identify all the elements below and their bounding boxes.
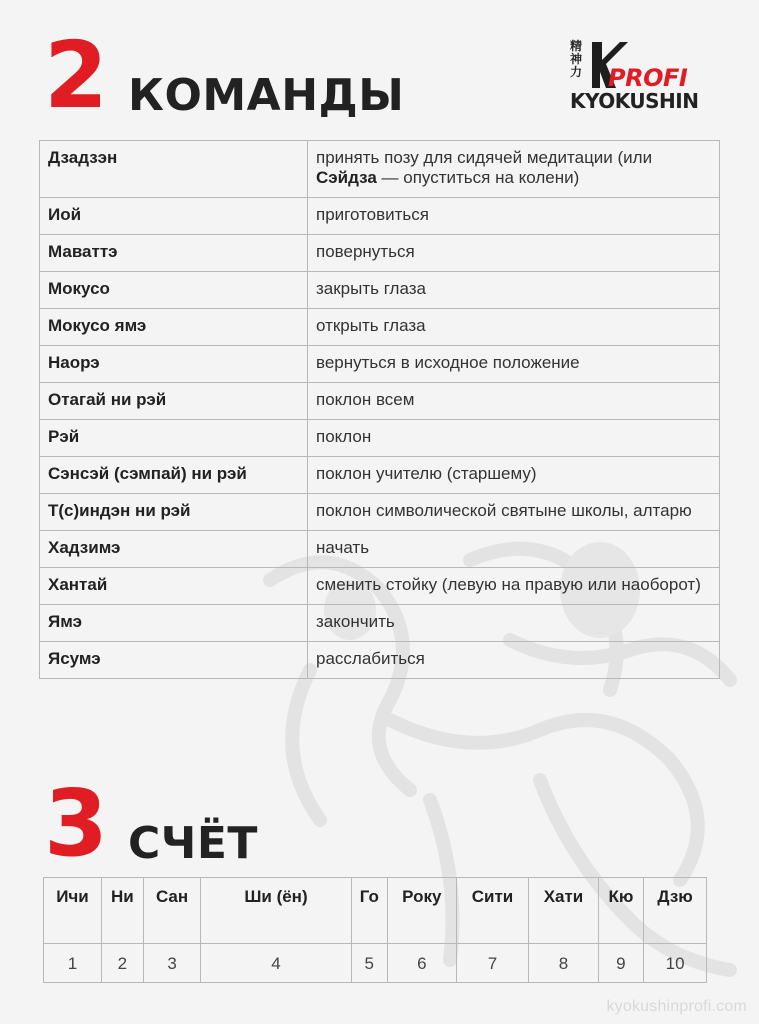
table-row bbox=[40, 494, 720, 531]
count-word: Ичи bbox=[44, 878, 102, 944]
command-term: Сэнсэй (сэмпай) ни рэй bbox=[40, 457, 308, 494]
count-number: 4 bbox=[201, 944, 351, 983]
count-number: 8 bbox=[529, 944, 598, 983]
count-word: Дзю bbox=[644, 878, 707, 944]
table-row bbox=[40, 383, 720, 420]
command-term: Ясумэ bbox=[40, 642, 308, 679]
table-row bbox=[40, 272, 720, 309]
count-word: Хати bbox=[529, 878, 598, 944]
count-number: 3 bbox=[143, 944, 200, 983]
command-meaning: приготовиться bbox=[308, 198, 720, 235]
command-meaning-bold: Сэйдза bbox=[316, 168, 377, 187]
command-term: Отагай ни рэй bbox=[40, 383, 308, 420]
command-meaning: поклон учителю (старшему) bbox=[308, 457, 720, 494]
commands-table bbox=[39, 140, 720, 679]
table-row bbox=[40, 309, 720, 346]
count-numbers-row bbox=[44, 944, 707, 983]
logo-brand-bottom: KYOKUSHIN bbox=[570, 89, 699, 113]
count-word: Ши (ён) bbox=[201, 878, 351, 944]
command-meaning: поклон символической святыне школы, алтарю bbox=[308, 494, 720, 531]
count-word: Кю bbox=[598, 878, 643, 944]
count-number: 7 bbox=[456, 944, 529, 983]
command-meaning: поклон bbox=[308, 420, 720, 457]
count-number: 1 bbox=[44, 944, 102, 983]
command-term: Дзадзэн bbox=[40, 141, 308, 198]
logo-brand-top: PROFI bbox=[608, 64, 688, 92]
table-row bbox=[40, 141, 720, 198]
table-row bbox=[40, 235, 720, 272]
table-row bbox=[40, 198, 720, 235]
section-number: 3 bbox=[44, 770, 107, 877]
count-word: Сити bbox=[456, 878, 529, 944]
command-term: Наорэ bbox=[40, 346, 308, 383]
table-row bbox=[40, 642, 720, 679]
command-meaning: закрыть глаза bbox=[308, 272, 720, 309]
count-words-row bbox=[44, 878, 707, 944]
table-row bbox=[40, 457, 720, 494]
command-meaning: повернуться bbox=[308, 235, 720, 272]
count-number: 9 bbox=[598, 944, 643, 983]
command-meaning: сменить стойку (левую на правую или наоборот) bbox=[308, 568, 720, 605]
command-term: Ямэ bbox=[40, 605, 308, 642]
command-meaning: поклон всем bbox=[308, 383, 720, 420]
count-number: 10 bbox=[644, 944, 707, 983]
command-term: Хадзимэ bbox=[40, 531, 308, 568]
command-meaning: принять позу для сидячей медитации (или Сэйдза — опуститься на колени) bbox=[308, 141, 720, 198]
section-header-count bbox=[44, 770, 258, 877]
count-word: Року bbox=[387, 878, 456, 944]
count-word: Ни bbox=[101, 878, 143, 944]
logo-kanji: 精神力 bbox=[570, 39, 583, 79]
section-number: 2 bbox=[44, 22, 107, 129]
command-term: Хантай bbox=[40, 568, 308, 605]
command-term: Мокусо bbox=[40, 272, 308, 309]
table-row bbox=[40, 568, 720, 605]
table-row bbox=[40, 605, 720, 642]
count-number: 6 bbox=[387, 944, 456, 983]
command-meaning: открыть глаза bbox=[308, 309, 720, 346]
command-meaning: вернуться в исходное положение bbox=[308, 346, 720, 383]
table-row bbox=[40, 420, 720, 457]
count-number: 5 bbox=[351, 944, 387, 983]
section-title: КОМАНДЫ bbox=[128, 70, 405, 121]
command-term: Маваттэ bbox=[40, 235, 308, 272]
section-title: СЧЁТ bbox=[128, 818, 258, 869]
table-row bbox=[40, 346, 720, 383]
count-number: 2 bbox=[101, 944, 143, 983]
command-meaning: закончить bbox=[308, 605, 720, 642]
footer-url: kyokushinprofi.com bbox=[606, 998, 747, 1015]
section-header-commands bbox=[44, 22, 405, 129]
command-term: Т(с)индэн ни рэй bbox=[40, 494, 308, 531]
command-term: Рэй bbox=[40, 420, 308, 457]
command-meaning: начать bbox=[308, 531, 720, 568]
count-table bbox=[43, 877, 707, 983]
command-meaning: расслабиться bbox=[308, 642, 720, 679]
count-word: Го bbox=[351, 878, 387, 944]
count-word: Сан bbox=[143, 878, 200, 944]
profi-kyokushin-logo bbox=[568, 40, 728, 112]
command-term: Мокусо ямэ bbox=[40, 309, 308, 346]
table-row bbox=[40, 531, 720, 568]
command-term: Иой bbox=[40, 198, 308, 235]
